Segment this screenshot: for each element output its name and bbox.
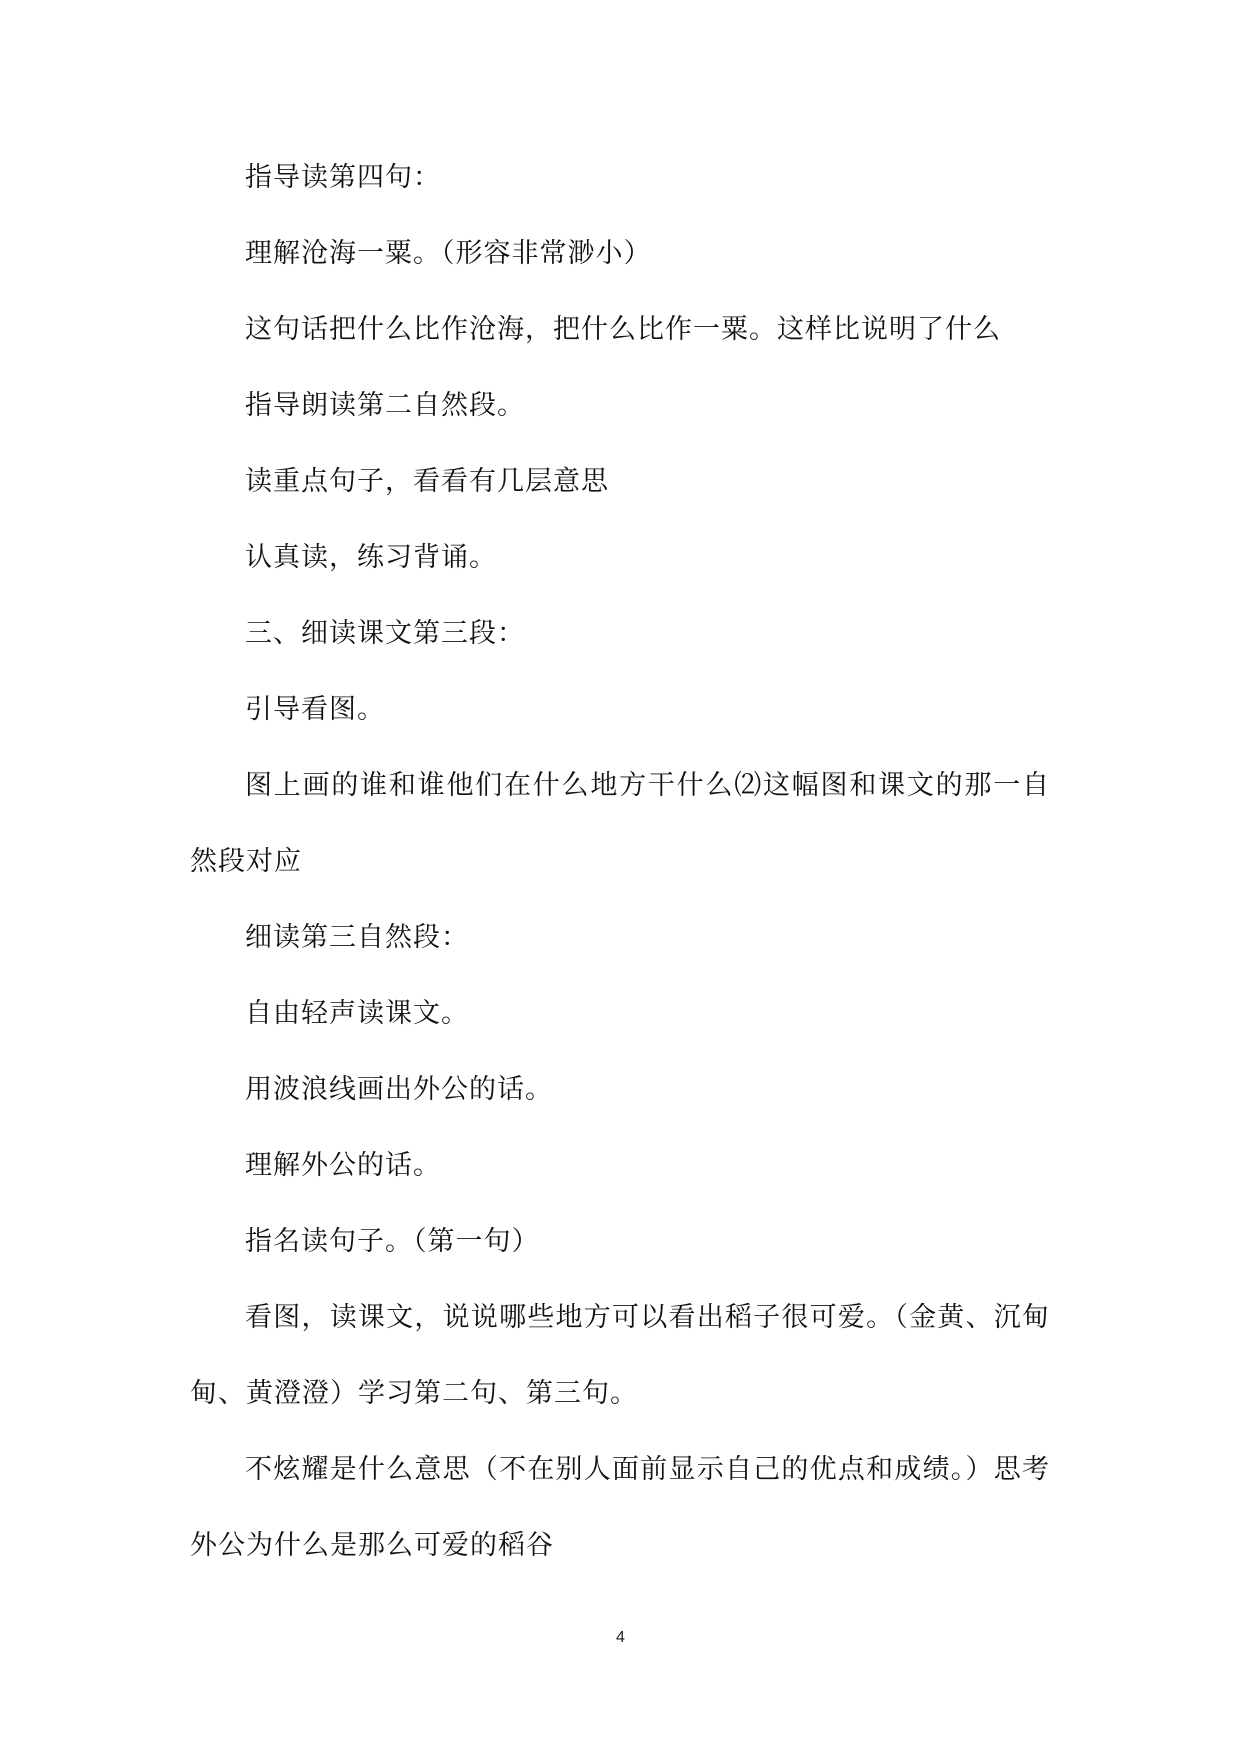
paragraph-read-aloud-second: 指导朗读第二自然段。 (245, 390, 525, 421)
section-heading-third-part: 三、细读课文第三段： (245, 618, 525, 649)
paragraph-recite: 认真读，练习背诵。 (245, 542, 497, 573)
paragraph-metaphor-question: 这句话把什么比作沧海，把什么比作一粟。这样比说明了什么 (245, 314, 1001, 345)
paragraph-read-third: 细读第三自然段： (245, 922, 469, 953)
paragraph-canghai-yisu: 理解沧海一粟。（形容非常渺小） (245, 238, 652, 269)
paragraph-look-at-picture: 引导看图。 (245, 694, 385, 725)
paragraph-wavy-line: 用波浪线画出外公的话。 (245, 1074, 553, 1105)
page-number: 4 (616, 1629, 625, 1646)
paragraph-picture-questions: 图上画的谁和谁他们在什么地方干什么⑵这幅图和课文的那一自然段对应 (190, 770, 1050, 877)
paragraph-not-showing-off: 不炫耀是什么意思（不在别人面前显示自己的优点和成绩。）思考外公为什么是那么可爱的稻谷 (190, 1454, 1050, 1561)
paragraph-understand-grandpa: 理解外公的话。 (245, 1150, 441, 1181)
paragraph-key-sentences: 读重点句子，看看有几层意思 (245, 466, 609, 497)
paragraph-guide-fourth-sentence: 指导读第四句： (245, 162, 441, 193)
paragraph-rice-lovely: 看图，读课文，说说哪些地方可以看出稻子很可爱。（金黄、沉甸甸、黄澄澄）学习第二句、第三句。 (190, 1302, 1050, 1409)
paragraph-first-sentence: 指名读句子。（第一句） (245, 1226, 540, 1257)
paragraph-read-softly: 自由轻声读课文。 (245, 998, 469, 1029)
document-body (190, 140, 1050, 1584)
